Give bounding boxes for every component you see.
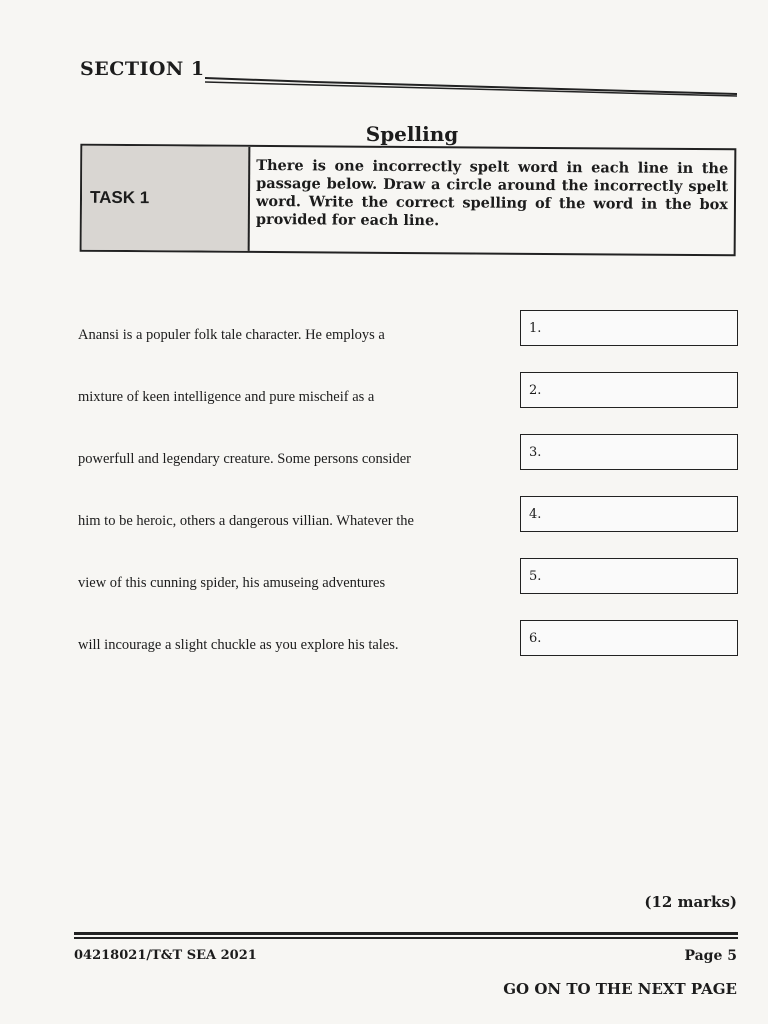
passage-line: view of this cunning spider, his amuseing adventures [78, 575, 386, 591]
answer-box[interactable] [520, 372, 738, 408]
answer-box[interactable] [520, 434, 738, 470]
task-label: TASK 1 [82, 146, 251, 251]
page-title: Spelling [365, 122, 459, 146]
passage-line: powerfull and legendary creature. Some persons consider [78, 451, 411, 467]
passage-row [78, 620, 738, 658]
section-rule [205, 72, 737, 98]
answer-box[interactable] [520, 310, 738, 346]
marks-total: (12 marks) [644, 893, 737, 911]
answer-number: 6. [529, 631, 542, 646]
answer-number: 2. [529, 383, 542, 398]
answer-number: 5. [529, 569, 542, 584]
answer-number: 4. [529, 507, 542, 522]
passage-line: him to be heroic, others a dangerous villian. Whatever the [78, 513, 414, 529]
answer-box[interactable] [520, 496, 738, 532]
answer-box[interactable] [520, 558, 738, 594]
task-box [80, 144, 737, 257]
page-number: Page 5 [684, 948, 737, 964]
answer-number: 3. [529, 445, 542, 460]
exam-code: 04218021/T&T SEA 2021 [74, 948, 257, 963]
footer-rule [74, 932, 738, 939]
answer-box[interactable] [520, 620, 738, 656]
answer-number: 1. [529, 321, 542, 336]
passage-row [78, 434, 738, 472]
next-page-notice: GO ON TO THE NEXT PAGE [503, 980, 737, 998]
passage-line: Anansi is a populer folk tale character. He employs a [78, 327, 385, 343]
passage-line: will incourage a slight chuckle as you explore his tales. [78, 637, 399, 653]
section-heading: SECTION 1 [80, 58, 205, 80]
passage-line: mixture of keen intelligence and pure mischeif as a [78, 389, 375, 405]
passage-row [78, 558, 738, 596]
passage-row [78, 496, 738, 534]
passage-row [78, 310, 738, 348]
task-instructions: There is one incorrectly spelt word in each line in the passage below. Draw a circle around the incorrectly spelt word. Write the correct spelling of the word in the box provided for each line. [255, 156, 729, 230]
passage-row [78, 372, 738, 410]
